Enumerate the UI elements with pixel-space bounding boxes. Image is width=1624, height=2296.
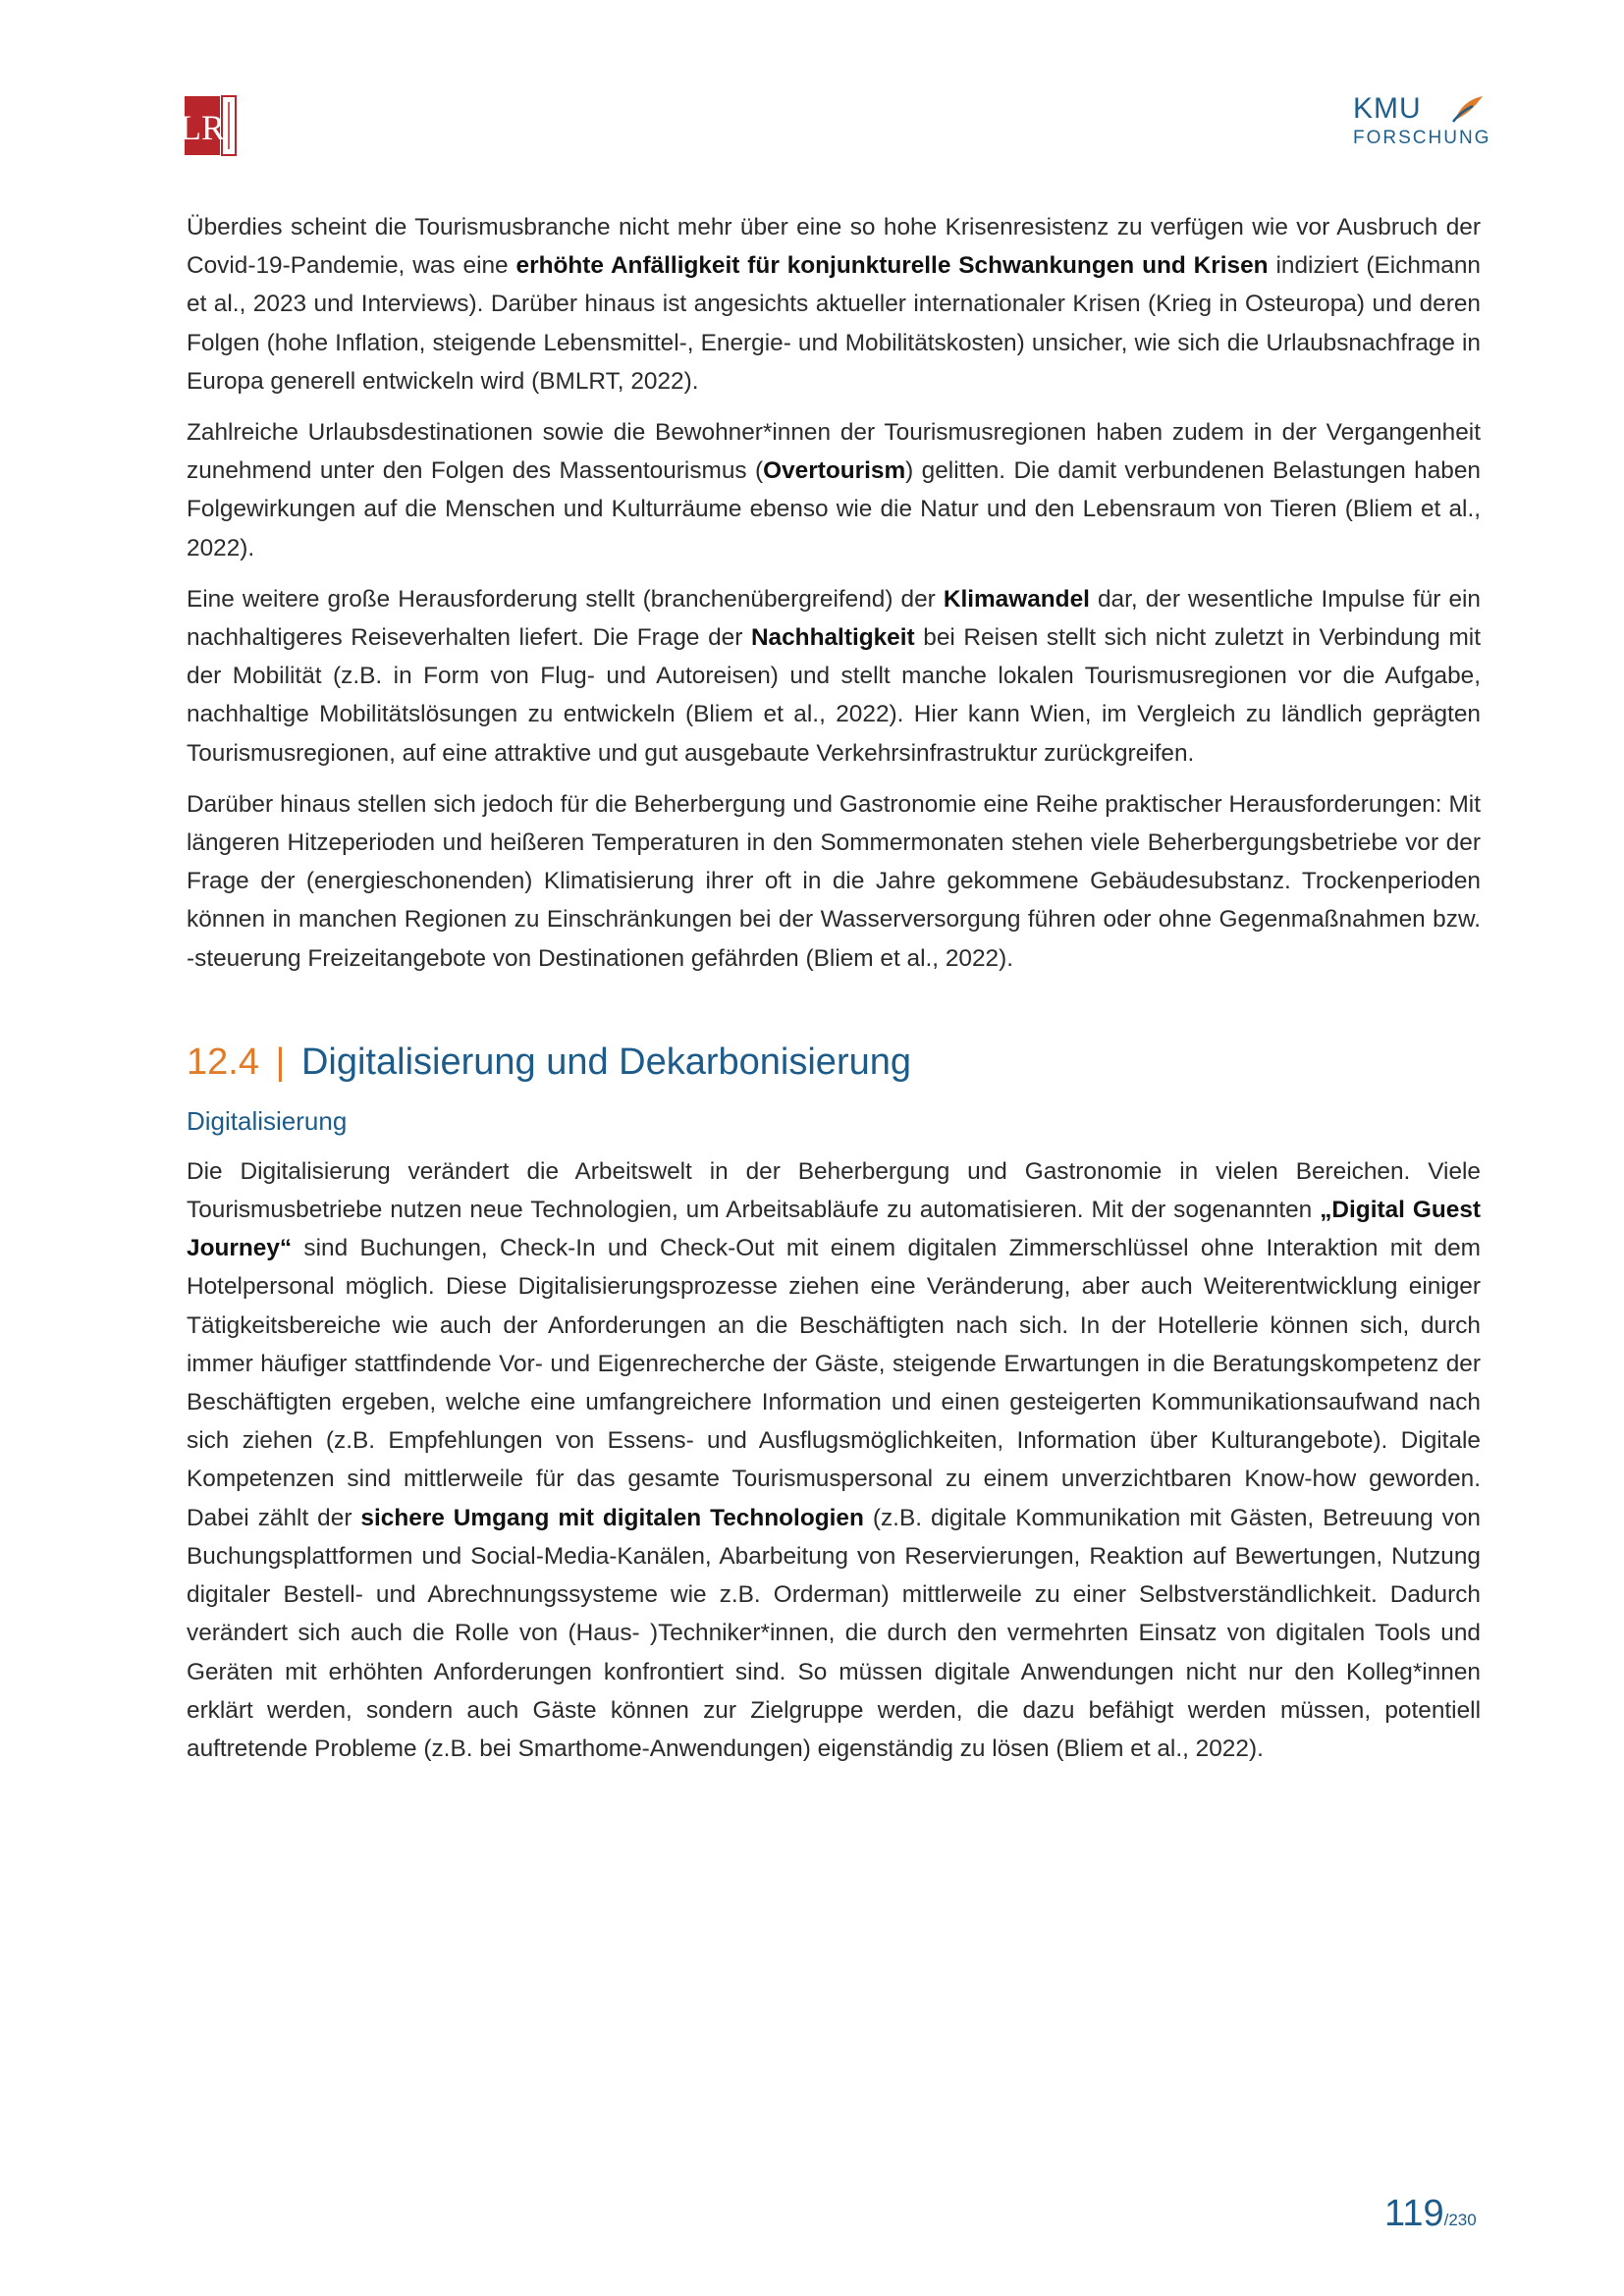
intro-paragraphs — [187, 208, 1481, 978]
section-title: Digitalisierung und Dekarbonisierung — [300, 1041, 911, 1083]
section-paragraphs — [187, 1152, 1481, 1768]
bold-text: sichere Umgang mit digitalen Technologien — [360, 1504, 864, 1531]
leaf-icon — [1451, 94, 1485, 129]
bold-text: Nachhaltigkeit — [750, 624, 915, 652]
page-current: 119 — [1384, 2193, 1444, 2234]
lr-logo-text: LR — [179, 108, 226, 147]
text-run: indiziert (Eichmann et al., 2023 und Interviews). Darüber hinaus ist angesichts aktueller internationaler Krisen (Krieg in Osteuropa) und deren Folgen (hohe Inflation, steigende Lebensmittel-, Energie- und Mobilitätskosten) unsicher, wie sich die Urlaubsnachfrage in Europa generell entwickeln wird (BMLRT, 2022). — [187, 252, 1481, 395]
page-number — [1384, 2193, 1477, 2235]
bold-text: „Digital Guest Journey“ — [187, 1197, 1482, 1262]
section-separator: | — [275, 1041, 286, 1083]
text-run: sind Buchungen, Check-In und Check-Out mit einem digitalen Zimmerschlüssel ohne Interaktion mit dem Hotelpersonal möglich. Diese Digitalisierungsprozesse ziehen eine Veränderung, aber auch Weiterentwicklung einiger Tätigkeitsbereiche wie auch der Anforderungen an die Beschäftigten nach sich. In der Hotellerie können sich, durch immer häufiger stattfindende Vor- und Eigenrecherche der Gäste, steigende Erwartungen in die Beratungskompetenz der Beschäftigten ergeben, welche eine umfangreichere Information und einen gesteigerten Kommunikationsaufwand nach sich ziehen (z.B. Empfehlungen von Essens- und Ausflugsmöglichkeiten, Information über Kulturangebote). Digitale Kompetenzen sind mittlerweile für das gesamte Tourismuspersonal zu einem unverzichtbaren Know-how geworden. Dabei zählt der — [187, 1235, 1481, 1531]
text-run: (z.B. digitale Kommunikation mit Gästen, Betreuung von Buchungsplattformen und Social-Media-Kanälen, Abarbeitung von Reservierungen, Reaktion auf Bewertungen, Nutzung digitaler Bestell- und Abrechnungssysteme wie z.B. Orderman) mittlerweile zu einer Selbstverständlichkeit. Dadurch verändert sich auch die Rolle von (Haus- )Techniker*innen, die durch den vermehrten Einsatz von digitalen Tools und Geräten mit erhöhten Anforderungen konfrontiert sind. So müssen digitale Anwendungen nicht nur den Kolleg*innen erklärt werden, sondern auch Gäste können zur Zielgruppe werden, die dazu befähigt werden müssen, potentiell auftretende Probleme (z.B. bei Smarthome-Anwendungen) eigenständig zu lösen (Bliem et al., 2022). — [187, 1504, 1481, 1762]
kmu-forschung-logo — [1353, 92, 1490, 155]
bold-text: Klimawandel — [943, 585, 1090, 613]
paragraph — [187, 1152, 1481, 1768]
paragraph — [187, 208, 1481, 400]
bold-text: Overtourism — [763, 457, 906, 485]
text-run: dar, der wesentliche Impulse für ein nachhaltigeres Reiseverhalten liefert. Die Frage der — [187, 585, 1481, 652]
paragraph — [187, 580, 1481, 773]
paragraph — [187, 413, 1481, 567]
text-run: Eine weitere große Herausforderung stellt (branchenübergreifend) der — [187, 585, 944, 613]
page-total: /230 — [1443, 2211, 1477, 2229]
text-run: Zahlreiche Urlaubsdestinationen sowie die Bewohner*innen der Tourismusregionen haben zudem in der Vergangenheit zunehmend unter den Folgen des Massentourismus ( — [187, 419, 1481, 485]
text-run: Darüber hinaus stellen sich jedoch für die Beherbergung und Gastronomie eine Reihe praktischer Herausforderungen: Mit längeren Hitzeperioden und heißeren Temperaturen in den Sommermonaten stehen viele Beherbergungsbetriebe vor der Frage der (energieschonenden) Klimatisierung ihrer oft in die Jahre gekommene Gebäudesubstanz. Trockenperioden können in manchen Regionen zu Einschränkungen bei der Wasserversorgung führen oder ohne Gegenmaßnahmen bzw. -steuerung Freizeitangebote von Destinationen gefährden (Bliem et al., 2022). — [187, 790, 1481, 972]
text-run: Überdies scheint die Tourismusbranche nicht mehr über eine so hohe Krisenresistenz zu verfügen wie vor Ausbruch der Covid-19-Pandemie, was eine — [187, 214, 1481, 280]
section-heading — [187, 1033, 1481, 1092]
paragraph — [187, 785, 1481, 978]
subsection-heading: Digitalisierung — [187, 1105, 348, 1136]
kmu-logo-text: KMU — [1353, 92, 1422, 125]
bold-text: erhöhte Anfälligkeit für konjunkturelle Schwankungen und Krisen — [515, 252, 1269, 280]
text-run: ) gelitten. Die damit verbundenen Belastungen haben Folgewirkungen auf die Menschen und Kulturräume ebenso wie die Natur und den Lebensraum von Tieren (Bliem et al., 2022). — [187, 457, 1481, 561]
text-run: bei Reisen stellt sich nicht zuletzt in Verbindung mit der Mobilität (z.B. in Form von Flug- und Autoreisen) und stellt manche lokalen Tourismusregionen vor die Aufgabe, nachhaltige Mobilitätslösungen zu entwickeln (Bliem et al., 2022). Hier kann Wien, im Vergleich zu ländlich geprägten Tourismusregionen, auf eine attraktive und gut ausgebaute Verkehrsinfrastruktur zurückgreifen. — [187, 624, 1481, 767]
lr-logo — [179, 96, 238, 155]
forschung-logo-text: FORSCHUNG — [1353, 128, 1491, 148]
page-body — [187, 208, 1481, 1781]
section-number: 12.4 — [187, 1041, 259, 1083]
text-run: Die Digitalisierung verändert die Arbeitswelt in der Beherbergung und Gastronomie in vielen Bereichen. Viele Tourismusbetriebe nutzen neue Technologien, um Arbeitsabläufe zu automatisieren. Mit der sogenannten — [187, 1157, 1481, 1224]
